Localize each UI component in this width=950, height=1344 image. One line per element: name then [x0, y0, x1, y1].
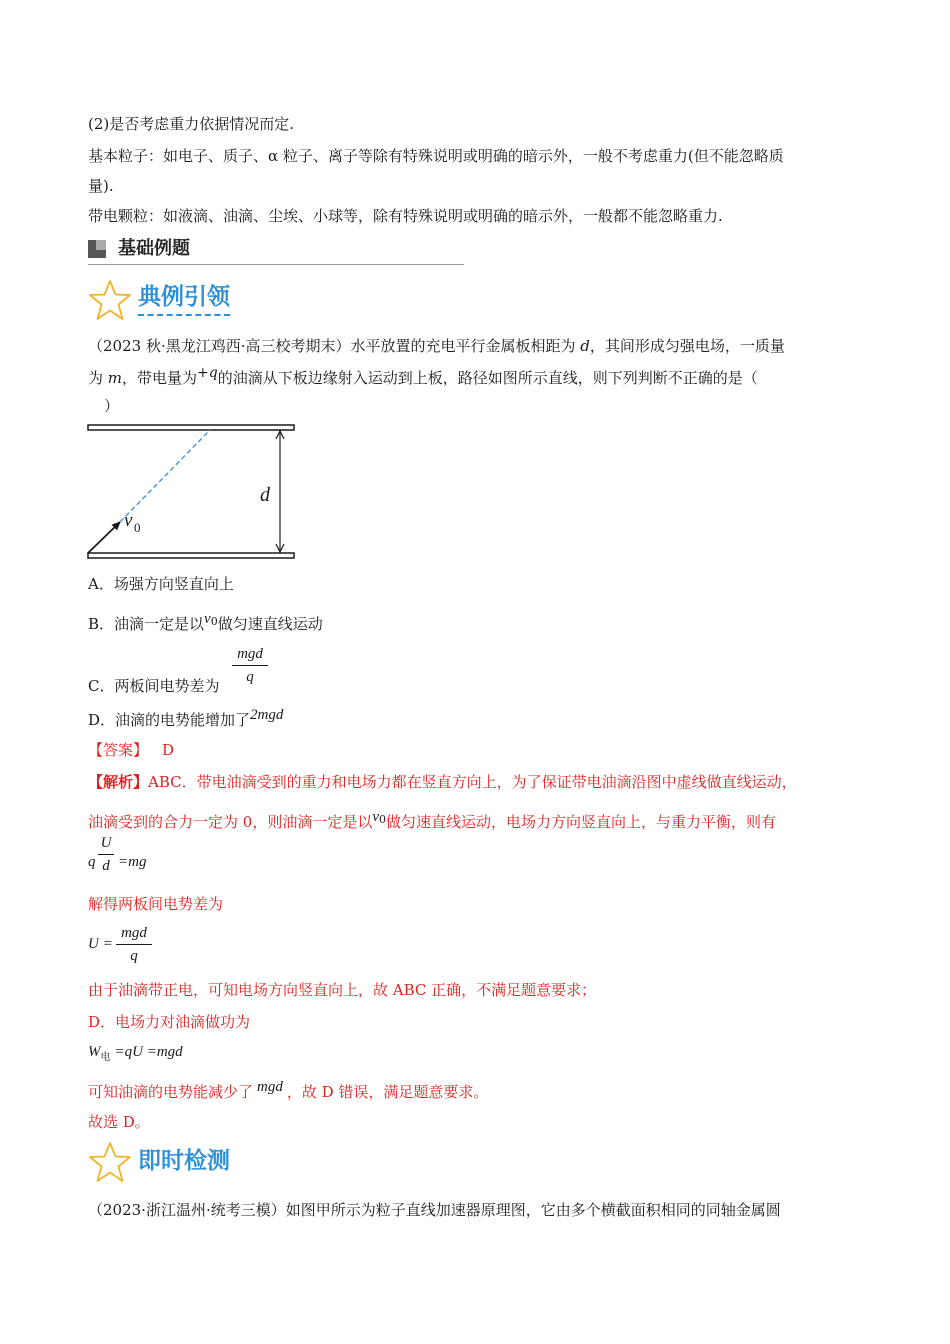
eq2-lhs: U =: [88, 936, 113, 952]
intro-line-4: 带电颗粒：如液滴、油滴、尘埃、小球等，除有特殊说明或明确的暗示外，一般都不能忽略重力.: [88, 207, 723, 225]
eq3: $W_电 =qU =mgd$: [88, 1044, 183, 1063]
section-square-icon: [88, 240, 106, 258]
figure-label-d: d: [260, 484, 270, 506]
star-icon: [88, 278, 132, 322]
option-c-fraction: mgd q: [232, 645, 268, 686]
answer: 【答案】 D: [88, 741, 175, 759]
solution-line-2: 油滴受到的合力一定为 0，则油滴一定是以$v^0$做匀速直线运动，电场力方向竖直向上，与重力平衡，则有: [88, 809, 777, 831]
section-title: 基础例题: [118, 238, 190, 259]
banner-underline: [138, 314, 230, 316]
figure-label-v: v: [124, 510, 133, 531]
banner-test: [88, 1140, 288, 1184]
eq1-rhs: =mg: [118, 854, 147, 870]
dashed-path: [120, 430, 210, 522]
solution-line-6: 可知油滴的电势能减少了 mgd ，故 D 错误，满足题意要求。: [88, 1079, 489, 1101]
question2-line-1: （2023·浙江温州·统考三模）如图甲所示为粒子直线加速器原理图，它由多个横截面积相同的同轴金属圆: [88, 1201, 781, 1219]
banner-example: [88, 278, 288, 322]
bottom-plate: [88, 553, 294, 558]
option-c: C．两板间电势差为: [88, 677, 220, 695]
option-a: A．场强方向竖直向上: [88, 575, 234, 593]
solution-line-4: 由于油滴带正电，可知电场方向竖直向上，故 ABC 正确，不满足题意要求；: [88, 981, 597, 999]
intro-line-3: 量).: [88, 177, 114, 195]
question-line-3: ）: [104, 397, 120, 415]
section-header: [88, 236, 464, 265]
question-line-2: 为 m，带电量为+q的油滴从下板边缘射入运动到上板，路径如图所示直线，则下列判断不正确的是（: [88, 365, 758, 387]
plates-figure: [84, 420, 300, 564]
banner-test-title: 即时检测: [138, 1148, 230, 1174]
intro-line-2: 基本粒子：如电子、质子、α 粒子、离子等除有特殊说明或明确的暗示外，一般不考虑重力(但不能忽略质: [88, 147, 784, 165]
option-d: D．油滴的电势能增加了2mgd: [88, 707, 284, 729]
banner-example-title: 典例引领: [138, 284, 230, 310]
solution-line-1: 【解析】ABC．带电油滴受到的重力和电场力都在竖直方向上，为了保证带电油滴沿图中虚线做直线运动，: [88, 773, 797, 791]
solution-line-5: D．电场力对油滴做功为: [88, 1013, 251, 1031]
option-b: B．油滴一定是以$v^0$做匀速直线运动: [88, 611, 323, 633]
question-line-1: （2023 秋·黑龙江鸡西·高三校考期末）水平放置的充电平行金属板相距为 d，其间形成匀强电场，一质量: [88, 337, 785, 355]
star-icon: [88, 1140, 132, 1184]
solution-line-3: 解得两板间电势差为: [88, 895, 224, 913]
intro-line-1: (2)是否考虑重力依据情况而定.: [88, 115, 295, 133]
figure-label-v-sub: 0: [134, 520, 141, 535]
solution-line-7: 故选 D。: [88, 1113, 150, 1131]
eq2-fraction: mgd q: [116, 924, 152, 965]
top-plate: [88, 425, 294, 430]
eq1-fraction: U d: [98, 834, 114, 875]
velocity-arrow: [88, 522, 120, 553]
eq1-q: q: [88, 854, 96, 870]
